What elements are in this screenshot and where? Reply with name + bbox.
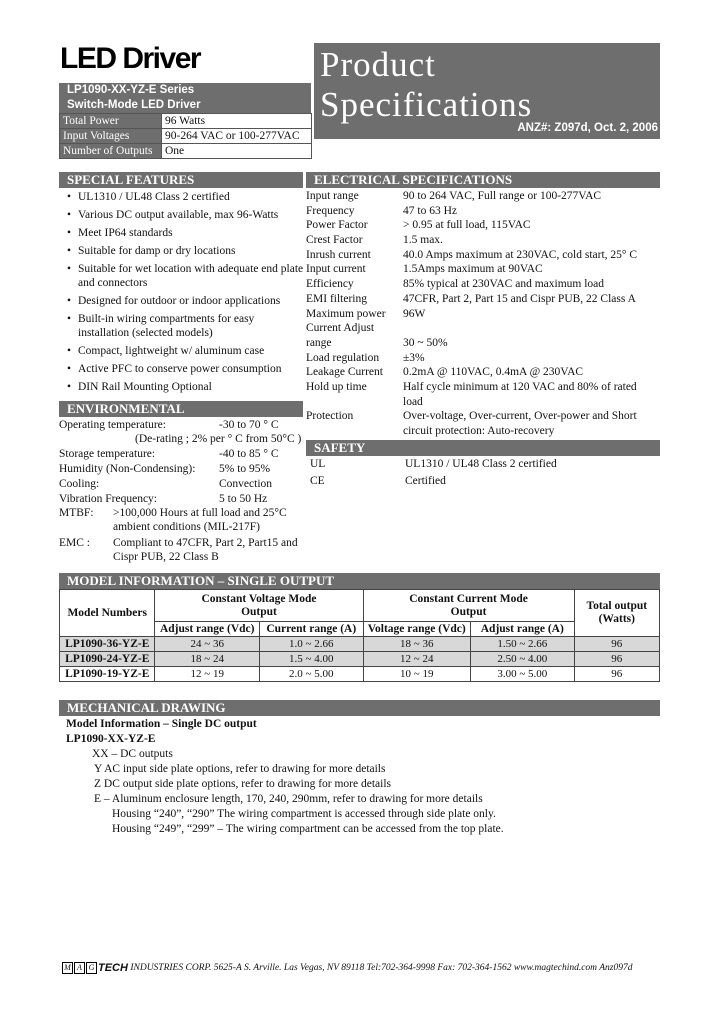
spec-value: 47 to 63 Hz xyxy=(403,204,457,217)
sub-header: Adjust range (A) xyxy=(471,622,575,637)
spec-row xyxy=(306,365,660,380)
spec-row xyxy=(306,218,660,233)
spec-value: ±3% xyxy=(403,351,425,364)
list-item: • Built-in wiring compartments for easy installation (selected models) xyxy=(67,313,255,339)
logo-letter: A xyxy=(74,962,85,974)
vibration-value: 5 to 50 Hz xyxy=(219,493,268,505)
table-header-row xyxy=(60,590,660,622)
storage-temp-label: Storage temperature: xyxy=(59,448,156,460)
sub-header: Voltage range (Vdc) xyxy=(363,622,471,637)
list-item: • DIN Rail Mounting Optional xyxy=(67,381,212,393)
spec-key: Current Adjust xyxy=(306,322,375,335)
safety-key-ce: CE xyxy=(310,475,325,487)
spec-key: Efficiency xyxy=(306,278,354,291)
cell: 18 ~ 36 xyxy=(363,637,471,652)
summary-label: Input Voltages xyxy=(60,129,162,144)
spec-row xyxy=(306,336,660,351)
spec-row xyxy=(306,307,660,322)
spec-value: 1.5Amps maximum at 90VAC xyxy=(403,263,543,276)
spec-row xyxy=(306,262,660,277)
safety-header: SAFETY xyxy=(306,440,660,456)
humidity-label: Humidity (Non-Condensing): xyxy=(59,463,196,475)
emc-line-2: Cispr PUB, 22 Class B xyxy=(113,551,219,563)
spec-key: Load regulation xyxy=(306,351,380,364)
spec-row xyxy=(306,204,660,219)
spec-row xyxy=(306,409,660,424)
mechanical-drawing-header: MECHANICAL DRAWING xyxy=(59,700,660,716)
sub-header: Current range (A) xyxy=(259,622,363,637)
special-features-list xyxy=(67,190,308,398)
mechanical-model: LP1090-XX-YZ-E xyxy=(66,733,156,745)
spec-row xyxy=(306,351,660,366)
mechanical-line: Y AC input side plate options, refer to drawing for more details xyxy=(94,763,386,775)
anz-number: ANZ#: Z097d, Oct. 2, 2006 xyxy=(517,122,658,134)
cell: 3.00 ~ 5.00 xyxy=(471,667,575,682)
footer-address: INDUSTRIES CORP. 5625-A S. Arville. Las Vegas, NV 89118 Tel:702-364-9998 Fax: 702-364-1562 www.magtechind.com Anz097d xyxy=(130,963,633,973)
electrical-specs-header: ELECTRICAL SPECIFICATIONS xyxy=(306,172,660,188)
spec-key: Input range xyxy=(306,190,359,202)
safety-value-ul: UL1310 / UL48 Class 2 certified xyxy=(405,458,557,470)
list-item: • Active PFC to conserve power consumption xyxy=(67,363,282,375)
list-item: • Suitable for wet location with adequate end plate and connectors xyxy=(67,263,304,289)
list-item: • Suitable for damp or dry locations xyxy=(67,245,236,257)
mtbf-line-2: ambient conditions (MIL-217F) xyxy=(113,521,260,533)
cell: 18 ~ 24 xyxy=(155,652,260,667)
spec-row xyxy=(306,321,660,336)
spec-value: 30 ~ 50% xyxy=(403,336,448,349)
col-total-output: Total output (Watts) xyxy=(574,590,659,637)
spec-key: Hold up time xyxy=(306,380,367,393)
mtbf-label: MTBF: xyxy=(59,507,94,519)
cell: 12 ~ 19 xyxy=(155,667,260,682)
logo-tech: TECH xyxy=(98,962,128,974)
cell: 24 ~ 36 xyxy=(155,637,260,652)
cell: 96 xyxy=(574,652,659,667)
cooling-label: Cooling: xyxy=(59,478,100,490)
magtech-logo xyxy=(62,963,130,973)
cell: 96 xyxy=(574,667,659,682)
spec-value: 1.5 max. xyxy=(403,234,443,247)
spec-row xyxy=(306,395,660,410)
spec-value: > 0.95 at full load, 115VAC xyxy=(403,219,531,232)
col-model-numbers: Model Numbers xyxy=(60,590,155,637)
spec-key: Crest Factor xyxy=(306,234,363,247)
summary-row xyxy=(60,144,312,159)
vibration-label: Vibration Frequency: xyxy=(59,493,157,505)
model-info-header: MODEL INFORMATION – SINGLE OUTPUT xyxy=(59,573,660,589)
mechanical-line: Z DC output side plate options, refer to drawing for more details xyxy=(94,778,392,790)
sub-header: Adjust range (Vdc) xyxy=(155,622,260,637)
spec-key: EMI filtering xyxy=(306,292,367,305)
summary-row xyxy=(60,129,312,144)
series-box xyxy=(59,83,311,113)
cell: 12 ~ 24 xyxy=(363,652,471,667)
cell: 2.50 ~ 4.00 xyxy=(471,652,575,667)
spec-value: 96W xyxy=(403,307,426,320)
spec-row xyxy=(306,248,660,263)
summary-table xyxy=(59,113,312,159)
list-item: • UL1310 / UL48 Class 2 certified xyxy=(67,191,230,203)
col-cv-group: Constant Voltage Mode Output xyxy=(155,590,363,622)
electrical-specs-list xyxy=(306,189,660,439)
spec-key: Frequency xyxy=(306,204,355,217)
summary-value: One xyxy=(162,144,312,159)
model-number: LP1090-36-YZ-E xyxy=(60,637,155,652)
summary-label: Total Power xyxy=(60,114,162,129)
spec-key: Leakage Current xyxy=(306,366,383,379)
spec-value: 40.0 Amps maximum at 230VAC, cold start, 25° C xyxy=(403,248,638,261)
spec-key: Inrush current xyxy=(306,248,371,261)
spec-key: range xyxy=(306,336,332,349)
cell: 1.5 ~ 4.00 xyxy=(259,652,363,667)
emc-label: EMC : xyxy=(59,537,90,549)
list-item: • Designed for outdoor or indoor applications xyxy=(67,295,281,307)
spec-key: Maximum power xyxy=(306,307,386,320)
mechanical-subtitle: Model Information – Single DC output xyxy=(66,718,257,730)
cooling-value: Convection xyxy=(219,478,273,490)
col-cc-group: Constant Current Mode Output xyxy=(363,590,574,622)
summary-label: Number of Outputs xyxy=(60,144,162,159)
operating-temp-value: -30 to 70 ° C xyxy=(219,419,279,431)
spec-value: circuit protection: Auto-recovery xyxy=(403,425,555,437)
cell: 10 ~ 19 xyxy=(363,667,471,682)
table-row xyxy=(60,652,660,667)
spec-value: 47CFR, Part 2, Part 15 and Cispr PUB, 22 Class A xyxy=(403,292,636,305)
series-line-1: LP1090-XX-YZ-E Series xyxy=(67,84,195,96)
summary-row xyxy=(60,114,312,129)
humidity-value: 5% to 95% xyxy=(219,463,271,475)
spec-value: 0.2mA @ 110VAC, 0.4mA @ 230VAC xyxy=(403,366,584,379)
series-line-2: Switch-Mode LED Driver xyxy=(67,99,201,111)
spec-row xyxy=(306,380,660,395)
logo-letter: M xyxy=(62,962,73,974)
cell: 1.50 ~ 2.66 xyxy=(471,637,575,652)
spec-value: 90 to 264 VAC, Full range or 100-277VAC xyxy=(403,190,602,202)
list-item: • Meet IP64 standards xyxy=(67,227,173,239)
spec-key: Protection xyxy=(306,410,354,423)
summary-value: 96 Watts xyxy=(162,114,312,129)
logo-letter: G xyxy=(86,962,97,974)
spec-row xyxy=(306,233,660,248)
derating-note: (De-rating ; 2% per ° C from 50°C ) xyxy=(135,433,302,445)
safety-key-ul: UL xyxy=(310,458,326,470)
environmental-header: ENVIRONMENTAL xyxy=(59,401,303,417)
special-features-header: SPECIAL FEATURES xyxy=(59,172,303,188)
table-row xyxy=(60,667,660,682)
spec-value: load xyxy=(403,395,423,408)
mechanical-line: E – Aluminum enclosure length, 170, 240, 290mm, refer to drawing for more details xyxy=(94,793,483,805)
cell: 96 xyxy=(574,637,659,652)
spec-value: 85% typical at 230VAC and maximum load xyxy=(403,278,605,291)
cell: 1.0 ~ 2.66 xyxy=(259,637,363,652)
operating-temp-label: Operating temperature: xyxy=(59,419,166,431)
product-title-line-1: Product xyxy=(320,45,436,84)
spec-row xyxy=(306,292,660,307)
mechanical-line: Housing “249”, “299” – The wiring compartment can be accessed from the top plate. xyxy=(112,823,504,835)
spec-row xyxy=(306,277,660,292)
model-info-table xyxy=(59,589,660,682)
spec-value: Half cycle minimum at 120 VAC and 80% of rated xyxy=(403,380,637,393)
summary-value: 90-264 VAC or 100-277VAC xyxy=(162,129,312,144)
spec-key: Power Factor xyxy=(306,219,368,232)
spec-key: Input current xyxy=(306,263,366,276)
spec-value: Over-voltage, Over-current, Over-power and Short xyxy=(403,410,637,423)
spec-row xyxy=(306,424,660,439)
mechanical-line: XX – DC outputs xyxy=(92,748,173,760)
mechanical-line: Housing “240”, “290” The wiring compartment is accessed through side plate only. xyxy=(112,808,496,820)
model-number: LP1090-19-YZ-E xyxy=(60,667,155,682)
safety-value-ce: Certified xyxy=(405,475,446,487)
footer xyxy=(62,962,633,974)
table-row xyxy=(60,637,660,652)
model-number: LP1090-24-YZ-E xyxy=(60,652,155,667)
list-item: • Various DC output available, max 96-Watts xyxy=(67,209,279,221)
emc-line-1: Compliant to 47CFR, Part 2, Part15 and xyxy=(113,537,298,549)
product-title-line-2: Specifications xyxy=(320,85,533,124)
mtbf-line-1: >100,000 Hours at full load and 25°C xyxy=(113,507,287,519)
spec-row xyxy=(306,189,660,204)
storage-temp-value: -40 to 85 ° C xyxy=(219,448,279,460)
document-title: LED Driver xyxy=(60,42,201,75)
list-item: • Compact, lightweight w/ aluminum case xyxy=(67,345,265,357)
cell: 2.0 ~ 5.00 xyxy=(259,667,363,682)
